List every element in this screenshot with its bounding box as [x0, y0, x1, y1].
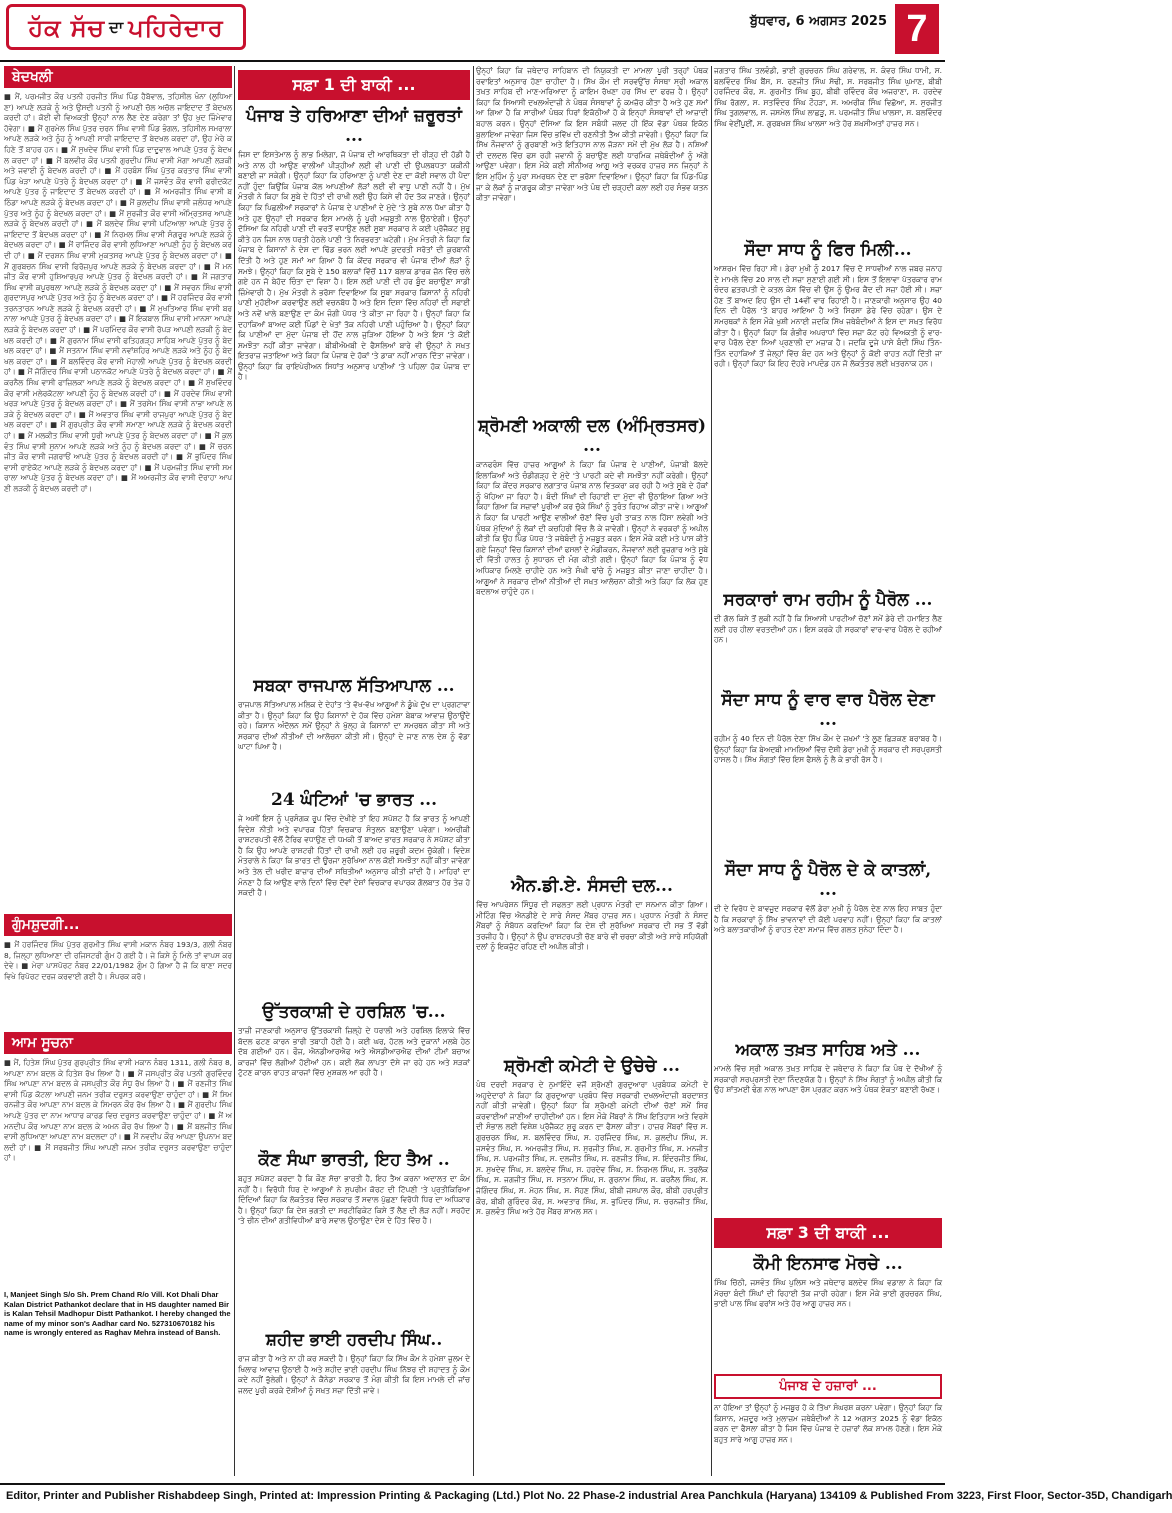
public-notice-text: ■ ਮੈਂ, ਹਿਤੇਸ਼ ਸਿੰਘ ਪੁੱਤਰ ਗੁਰਪ੍ਰੀਤ ਸਿੰਘ ਵਾਸੀ ਮਕਾਨ ਨੰਬਰ 1311, ਗਲੀ ਨੰਬਰ 8, ਆਪਣਾ ਨਾਮ ਬਦਲ ਕੇ ਹਿਤੇਸ਼ ਰੱਖ ਲਿਆ ਹੈ। ■ ਮੈਂ ਜਸਪ੍ਰੀਤ ਕੌਰ ਪਤਨੀ ਗੁਰਵਿੰਦਰ ਸਿੰਘ ਆਪਣਾ ਨਾਮ ਬਦਲ ਕੇ ਜਸਪ੍ਰੀਤ ਕੌਰ ਸੰਧੂ ਰੱਖ ਲਿਆ ਹੈ। ■ ਮੈਂ ਰਣਜੀਤ ਸਿੰਘ ਵਾਸੀ ਪਿੰਡ ਕੋਟਲਾ ਆਪਣੀ ਜਨਮ ਤਰੀਕ ਦਰੁਸਤ ਕਰਵਾਉਣਾ ਚਾਹੁੰਦਾ ਹਾਂ। ■ ਮੈਂ ਸਿਮਰਨਜੀਤ ਕੌਰ ਆਪਣਾ ਨਾਮ ਬਦਲ ਕੇ ਸਿਮਰਨ ਕੌਰ ਰੱਖ ਲਿਆ ਹੈ। ■ ਮੈਂ ਗੁਰਦੀਪ ਸਿੰਘ ਆਪਣੇ ਪੁੱਤਰ ਦਾ ਨਾਮ ਆਧਾਰ ਕਾਰਡ ਵਿਚ ਦਰੁਸਤ ਕਰਵਾਉਣਾ ਚਾਹੁੰਦਾ ਹਾਂ। ■ ਮੈਂ ਅਮਨਦੀਪ ਕੌਰ ਆਪਣਾ ਨਾਮ ਬਦਲ ਕੇ ਅਮਨ ਕੌਰ ਰੱਖ ਲਿਆ ਹੈ। ■ ਮੈਂ ਬਲਜੀਤ ਸਿੰਘ ਵਾਸੀ ਲੁਧਿਆਣਾ ਆਪਣਾ ਨਾਮ ਬਦਲਦਾ ਹਾਂ। ■ ਮੈਂ ਨਵਦੀਪ ਕੌਰ ਆਪਣਾ ਉਪਨਾਮ ਬਦਲਦੀ ਹਾਂ। ■ ਮੈਂ ਸਰਬਜੀਤ ਸਿੰਘ ਆਪਣੀ ਜਨਮ ਤਰੀਕ ਦਰੁਸਤ ਕਰਵਾਉਣਾ ਚਾਹੁੰਦਾ ਹਾਂ। — [4, 1058, 232, 1163]
article-governor: ਰਾਜਪਾਲ ਸੱਤਿਆਪਾਲ ਮਲਿਕ ਦੇ ਦੇਹਾਂਤ 'ਤੇ ਵੱਖ-ਵੱਖ ਆਗੂਆਂ ਨੇ ਡੂੰਘੇ ਦੁੱਖ ਦਾ ਪ੍ਰਗਟਾਵਾ ਕੀਤਾ ਹੈ। ਉਨ੍ਹਾਂ ਕਿਹਾ ਕਿ ਉਹ ਕਿਸਾਨਾਂ ਦੇ ਹੱਕ ਵਿੱਚ ਹਮੇਸ਼ਾ ਬੇਬਾਕ ਆਵਾਜ਼ ਉਠਾਉਂਦੇ ਰਹੇ। ਕਿਸਾਨ ਅੰਦੋਲਨ ਸਮੇਂ ਉਨ੍ਹਾਂ ਨੇ ਖੁੱਲ੍ਹ ਕੇ ਕਿਸਾਨਾਂ ਦਾ ਸਮਰਥਨ ਕੀਤਾ ਸੀ ਅਤੇ ਸਰਕਾਰ ਦੀਆਂ ਨੀਤੀਆਂ ਦੀ ਆਲੋਚਨਾ ਕੀਤੀ ਸੀ। ਉਨ੍ਹਾਂ ਦੇ ਜਾਣ ਨਾਲ ਦੇਸ਼ ਨੂੰ ਵੱਡਾ ਘਾਟਾ ਪਿਆ ਹੈ। — [238, 700, 470, 752]
box-header-punjab-hazaran: ਪੰਜਾਬ ਦੇ ਹਜ਼ਾਰਾਂ ... — [714, 1374, 942, 1399]
column-divider — [711, 66, 712, 1476]
headline-kaun-sangha: ਕੌਣ ਸੰਘਾ ਭਾਰਤੀ, ਇਹ ਤੈਅ .. — [258, 1150, 450, 1170]
article-akal-takht: ਮਾਮਲੇ ਵਿੱਚ ਸ੍ਰੀ ਅਕਾਲ ਤਖ਼ਤ ਸਾਹਿਬ ਦੇ ਜਥੇਦਾਰ ਨੇ ਕਿਹਾ ਕਿ ਪੰਥ ਦੇ ਦੋਖੀਆਂ ਨੂੰ ਸਰਕਾਰੀ ਸਰਪ੍ਰਸਤੀ ਦੇਣਾ ਨਿੰਦਣਯੋਗ ਹੈ। ਉਨ੍ਹਾਂ ਨੇ ਸਿੱਖ ਸੰਗਤਾਂ ਨੂੰ ਅਪੀਲ ਕੀਤੀ ਕਿ ਉਹ ਸ਼ਾਂਤਮਈ ਢੰਗ ਨਾਲ ਆਪਣਾ ਰੋਸ ਪ੍ਰਗਟ ਕਰਨ ਅਤੇ ਪੰਥਕ ਏਕਤਾ ਬਣਾਈ ਰੱਖਣ। — [714, 1064, 942, 1095]
continued-banner-page-3: ਸਫ਼ਾ 3 ਦੀ ਬਾਕੀ ... — [714, 1218, 942, 1248]
article-punjab-haryana: ਜਿਸ ਦਾ ਇਸਤੇਮਾਲ ਨੂੰ ਲਾਭ ਮਿਲੇਗਾ, ਜੋ ਪੰਜਾਬ ਦੀ ਆਰਥਿਕਤਾ ਦੀ ਰੀੜ੍ਹ ਦੀ ਹੱਡੀ ਹੈ ਅਤੇ ਨਾਲ ਹੀ ਆਉਣ ਵਾਲੀਆਂ ਪੀੜ੍ਹੀਆਂ ਲਈ ਵੀ ਪਾਣੀ ਦੀ ਉਪਲਬਧਤਾ ਯਕੀਨੀ ਬਣਾਈ ਜਾ ਸਕੇਗੀ। ਉਨ੍ਹਾਂ ਕਿਹਾ ਕਿ ਹਰਿਆਣਾ ਨੂੰ ਪਾਣੀ ਦੇਣ ਦਾ ਕੋਈ ਸਵਾਲ ਹੀ ਪੈਦਾ ਨਹੀਂ ਹੁੰਦਾ ਕਿਉਂਕਿ ਪੰਜਾਬ ਕੋਲ ਆਪਣੀਆਂ ਲੋੜਾਂ ਲਈ ਵੀ ਵਾਧੂ ਪਾਣੀ ਨਹੀਂ ਹੈ। ਮੁੱਖ ਮੰਤਰੀ ਨੇ ਕਿਹਾ ਕਿ ਸੂਬੇ ਦੇ ਹਿੱਤਾਂ ਦੀ ਰਾਖੀ ਲਈ ਉਹ ਕਿਸੇ ਵੀ ਹੱਦ ਤੱਕ ਜਾਣਗੇ। ਉਨ੍ਹਾਂ ਕਿਹਾ ਕਿ ਪਿਛਲੀਆਂ ਸਰਕਾਰਾਂ ਨੇ ਪੰਜਾਬ ਦੇ ਪਾਣੀਆਂ ਦੇ ਮੁੱਦੇ 'ਤੇ ਸੂਬੇ ਨਾਲ ਧੋਖਾ ਕੀਤਾ ਹੈ ਅਤੇ ਹੁਣ ਉਨ੍ਹਾਂ ਦੀ ਸਰਕਾਰ ਇਸ ਮਾਮਲੇ ਨੂੰ ਪੂਰੀ ਮਜ਼ਬੂਤੀ ਨਾਲ ਉਠਾਏਗੀ। ਉਨ੍ਹਾਂ ਦੱਸਿਆ ਕਿ ਨਹਿਰੀ ਪਾਣੀ ਦੀ ਵਰਤੋਂ ਵਧਾਉਣ ਲਈ ਸੂਬਾ ਸਰਕਾਰ ਨੇ ਕਈ ਪ੍ਰੋਜੈਕਟ ਸ਼ੁਰੂ ਕੀਤੇ ਹਨ ਜਿਸ ਨਾਲ ਧਰਤੀ ਹੇਠਲੇ ਪਾਣੀ 'ਤੇ ਨਿਰਭਰਤਾ ਘਟੇਗੀ। ਮੁੱਖ ਮੰਤਰੀ ਨੇ ਕਿਹਾ ਕਿ ਪੰਜਾਬ ਦੇ ਕਿਸਾਨਾਂ ਨੇ ਦੇਸ਼ ਦਾ ਢਿੱਡ ਭਰਨ ਲਈ ਆਪਣੇ ਕੁਦਰਤੀ ਸਰੋਤਾਂ ਦੀ ਕੁਰਬਾਨੀ ਦਿੱਤੀ ਹੈ ਅਤੇ ਹੁਣ ਸਮਾਂ ਆ ਗਿਆ ਹੈ ਕਿ ਕੇਂਦਰ ਸਰਕਾਰ ਵੀ ਪੰਜਾਬ ਦੀਆਂ ਲੋੜਾਂ ਨੂੰ ਸਮਝੇ। ਉਨ੍ਹਾਂ ਕਿਹਾ ਕਿ ਸੂਬੇ ਦੇ 150 ਬਲਾਕਾਂ ਵਿੱਚੋਂ 117 ਬਲਾਕ ਡਾਰਕ ਜ਼ੋਨ ਵਿੱਚ ਚਲੇ ਗਏ ਹਨ ਜੋ ਬੇਹੱਦ ਚਿੰਤਾ ਦਾ ਵਿਸ਼ਾ ਹੈ। ਇਸ ਲਈ ਪਾਣੀ ਦੀ ਹਰ ਬੂੰਦ ਬਚਾਉਣਾ ਸਾਡੀ ਜ਼ਿੰਮੇਵਾਰੀ ਹੈ। ਮੁੱਖ ਮੰਤਰੀ ਨੇ ਭਰੋਸਾ ਦਿਵਾਇਆ ਕਿ ਸੂਬਾ ਸਰਕਾਰ ਕਿਸਾਨਾਂ ਨੂੰ ਨਹਿਰੀ ਪਾਣੀ ਮੁਹੱਈਆ ਕਰਵਾਉਣ ਲਈ ਵਚਨਬੱਧ ਹੈ ਅਤੇ ਇਸ ਦਿਸ਼ਾ ਵਿੱਚ ਨਹਿਰਾਂ ਦੀ ਸਫਾਈ ਅਤੇ ਨਵੇਂ ਖਾਲੇ ਬਣਾਉਣ ਦਾ ਕੰਮ ਜੰਗੀ ਪੱਧਰ 'ਤੇ ਕੀਤਾ ਜਾ ਰਿਹਾ ਹੈ। ਉਨ੍ਹਾਂ ਕਿਹਾ ਕਿ ਦਹਾਕਿਆਂ ਬਾਅਦ ਕਈ ਪਿੰਡਾਂ ਦੇ ਖੇਤਾਂ ਤੱਕ ਨਹਿਰੀ ਪਾਣੀ ਪਹੁੰਚਿਆ ਹੈ। ਉਨ੍ਹਾਂ ਕਿਹਾ ਕਿ ਪਾਣੀਆਂ ਦਾ ਮੁੱਦਾ ਪੰਜਾਬ ਦੀ ਹੋਂਦ ਨਾਲ ਜੁੜਿਆ ਹੋਇਆ ਹੈ ਅਤੇ ਇਸ 'ਤੇ ਕੋਈ ਸਮਝੌਤਾ ਨਹੀਂ ਕੀਤਾ ਜਾਵੇਗਾ। ਬੀਬੀਐਮਬੀ ਦੇ ਫੈਸਲਿਆਂ ਬਾਰੇ ਵੀ ਉਨ੍ਹਾਂ ਨੇ ਸਖ਼ਤ ਇਤਰਾਜ਼ ਜਤਾਇਆ ਅਤੇ ਕਿਹਾ ਕਿ ਪੰਜਾਬ ਦੇ ਹੱਕਾਂ 'ਤੇ ਡਾਕਾ ਨਹੀਂ ਮਾਰਨ ਦਿੱਤਾ ਜਾਵੇਗਾ। ਉਨ੍ਹਾਂ ਕਿਹਾ ਕਿ ਰਾਇਪੇਰੀਅਨ ਸਿਧਾਂਤ ਅਨੁਸਾਰ ਪਾਣੀਆਂ 'ਤੇ ਪਹਿਲਾ ਹੱਕ ਪੰਜਾਬ ਦਾ ਹੈ। — [238, 150, 470, 382]
article-governments-parole: ਦੀ ਗੱਲ ਕਿਸੇ ਤੋਂ ਲੁਕੀ ਨਹੀਂ ਹੈ ਕਿ ਸਿਆਸੀ ਪਾਰਟੀਆਂ ਚੋਣਾਂ ਸਮੇਂ ਡੇਰੇ ਦੀ ਹਮਾਇਤ ਲੈਣ ਲਈ ਹਰ ਹੀਲਾ ਵਰਤਦੀਆਂ ਹਨ। ਇਸ ਕਰਕੇ ਹੀ ਸਰਕਾਰਾਂ ਵਾਰ-ਵਾਰ ਪੈਰੋਲ ਦੇ ਰਹੀਆਂ ਹਨ। — [714, 614, 942, 645]
headline-uttarkashi: ਉੱਤਰਕਾਸ਼ੀ ਦੇ ਹਰਸ਼ਿਲ 'ਚ... — [262, 1002, 446, 1022]
headline-akal-takht: ਅਕਾਲ ਤਖ਼ਤ ਸਾਹਿਬ ਅਤੇ ... — [735, 1040, 921, 1060]
english-notice: I, Manjeet Singh S/o Sh. Prem Chand R/o Vill. Kot Dhali Dhar Kalan District Pathankot declare that in HS daughter named Bir is Kalan Tehsil Madhopur Distt Pathankot. I hereby changed the name of my minor son's Aadhar card No. 527310670182 his name is wrongly entered as Raghav Mehra instead of Bansh. — [4, 1290, 231, 1337]
article-parole-killers: ਦੀ ਦੇ ਵਿਰੋਧ ਦੇ ਬਾਵਜੂਦ ਸਰਕਾਰ ਵੱਲੋਂ ਡੇਰਾ ਮੁਖੀ ਨੂੰ ਪੈਰੋਲ ਦੇਣ ਨਾਲ ਇਹ ਸਾਬਤ ਹੁੰਦਾ ਹੈ ਕਿ ਸਰਕਾਰਾਂ ਨੂੰ ਸਿੱਖ ਭਾਵਨਾਵਾਂ ਦੀ ਕੋਈ ਪਰਵਾਹ ਨਹੀਂ। ਉਨ੍ਹਾਂ ਕਿਹਾ ਕਿ ਕਾਤਲਾਂ ਅਤੇ ਬਲਾਤਕਾਰੀਆਂ ਨੂੰ ਰਾਹਤ ਦੇਣਾ ਸਮਾਜ ਵਿੱਚ ਗਲਤ ਸੁਨੇਹਾ ਦਿੰਦਾ ਹੈ। — [714, 904, 942, 935]
missing-notice-text: ■ ਮੈਂ ਹਰਜਿੰਦਰ ਸਿੰਘ ਪੁੱਤਰ ਗੁਰਮੀਤ ਸਿੰਘ ਵਾਸੀ ਮਕਾਨ ਨੰਬਰ 193/3, ਗਲੀ ਨੰਬਰ 8, ਜਿਲ੍ਹਾ ਲੁਧਿਆਣਾ ਦੀ ਰਜਿਸਟਰੀ ਗੁੰਮ ਹੋ ਗਈ ਹੈ। ਜੇ ਕਿਸੇ ਨੂੰ ਮਿਲੇ ਤਾਂ ਵਾਪਸ ਕਰ ਦੇਵੇ। ■ ਮੇਰਾ ਪਾਸਪੋਰਟ ਨੰਬਰ 22/01/1982 ਗੁੰਮ ਹੋ ਗਿਆ ਹੈ ਜੋ ਕਿ ਥਾਣਾ ਸਦਰ ਵਿਖੇ ਰਿਪੋਰਟ ਦਰਜ ਕਰਵਾਈ ਗਈ ਹੈ। ਸੰਪਰਕ ਕਰੋ। — [4, 940, 232, 981]
article-sgpc-special: ਪੰਥ ਦਰਦੀ ਸਰਕਾਰ ਦੇ ਨੁਮਾਇੰਦੇ ਵਜੋਂ ਸ਼੍ਰੋਮਣੀ ਗੁਰਦੁਆਰਾ ਪ੍ਰਬੰਧਕ ਕਮੇਟੀ ਦੇ ਅਹੁਦੇਦਾਰਾਂ ਨੇ ਕਿਹਾ ਕਿ ਗੁਰਦੁਆਰਾ ਪ੍ਰਬੰਧ ਵਿੱਚ ਸਰਕਾਰੀ ਦਖਲਅੰਦਾਜ਼ੀ ਬਰਦਾਸ਼ਤ ਨਹੀਂ ਕੀਤੀ ਜਾਵੇਗੀ। ਉਨ੍ਹਾਂ ਕਿਹਾ ਕਿ ਸ਼੍ਰੋਮਣੀ ਕਮੇਟੀ ਦੀਆਂ ਚੋਣਾਂ ਸਮੇਂ ਸਿਰ ਕਰਵਾਈਆਂ ਜਾਣੀਆਂ ਚਾਹੀਦੀਆਂ ਹਨ। ਇਸ ਮੌਕੇ ਮੈਂਬਰਾਂ ਨੇ ਸਿੱਖ ਇਤਿਹਾਸ ਅਤੇ ਵਿਰਸੇ ਦੀ ਸੰਭਾਲ ਲਈ ਵਿਸ਼ੇਸ਼ ਪ੍ਰੋਜੈਕਟ ਸ਼ੁਰੂ ਕਰਨ ਦਾ ਫੈਸਲਾ ਕੀਤਾ। ਹਾਜ਼ਰ ਮੈਂਬਰਾਂ ਵਿੱਚ ਸ. ਗੁਰਚਰਨ ਸਿੰਘ, ਸ. ਬਲਵਿੰਦਰ ਸਿੰਘ, ਸ. ਹਰਜਿੰਦਰ ਸਿੰਘ, ਸ. ਕੁਲਦੀਪ ਸਿੰਘ, ਸ. ਜਸਵੰਤ ਸਿੰਘ, ਸ. ਅਮਰਜੀਤ ਸਿੰਘ, ਸ. ਸੁਰਜੀਤ ਸਿੰਘ, ਸ. ਗੁਰਮੀਤ ਸਿੰਘ, ਸ. ਮਨਜੀਤ ਸਿੰਘ, ਸ. ਪਰਮਜੀਤ ਸਿੰਘ, ਸ. ਦਲਜੀਤ ਸਿੰਘ, ਸ. ਰਣਜੀਤ ਸਿੰਘ, ਸ. ਇੰਦਰਜੀਤ ਸਿੰਘ, ਸ. ਸੁਖਦੇਵ ਸਿੰਘ, ਸ. ਬਲਦੇਵ ਸਿੰਘ, ਸ. ਹਰਦੇਵ ਸਿੰਘ, ਸ. ਨਿਰਮਲ ਸਿੰਘ, ਸ. ਤਰਲੋਕ ਸਿੰਘ, ਸ. ਜਗਜੀਤ ਸਿੰਘ, ਸ. ਸਤਨਾਮ ਸਿੰਘ, ਸ. ਗੁਰਨਾਮ ਸਿੰਘ, ਸ. ਕਰਨੈਲ ਸਿੰਘ, ਸ. ਜੋਗਿੰਦਰ ਸਿੰਘ, ਸ. ਮੋਹਨ ਸਿੰਘ, ਸ. ਸੋਹਣ ਸਿੰਘ, ਬੀਬੀ ਜਸਪਾਲ ਕੌਰ, ਬੀਬੀ ਹਰਪ੍ਰੀਤ ਕੌਰ, ਬੀਬੀ ਗੁਰਿੰਦਰ ਕੌਰ, ਸ. ਅਵਤਾਰ ਸਿੰਘ, ਸ. ਭੁਪਿੰਦਰ ਸਿੰਘ, ਸ. ਚਰਨਜੀਤ ਸਿੰਘ, ਸ. ਕੁਲਵੰਤ ਸਿੰਘ ਅਤੇ ਹੋਰ ਮੈਂਬਰ ਸ਼ਾਮਲ ਸਨ। — [476, 1080, 708, 1217]
headline-nda-parliamentary: ਐਨ.ਡੀ.ਏ. ਸੰਸਦੀ ਦਲ... — [511, 876, 673, 896]
article-shaheed-hardeep-singh: ਰਾਜ ਕੀਤਾ ਹੈ ਅਤੇ ਨਾ ਹੀ ਕਰ ਸਕਦੀ ਹੈ। ਉਨ੍ਹਾਂ ਕਿਹਾ ਕਿ ਸਿੱਖ ਕੌਮ ਨੇ ਹਮੇਸ਼ਾ ਜ਼ੁਲਮ ਦੇ ਖਿਲਾਫ ਆਵਾਜ਼ ਉਠਾਈ ਹੈ ਅਤੇ ਸ਼ਹੀਦ ਭਾਈ ਹਰਦੀਪ ਸਿੰਘ ਨਿੱਝਰ ਦੀ ਸ਼ਹਾਦਤ ਨੂੰ ਕੌਮ ਕਦੇ ਨਹੀਂ ਭੁੱਲੇਗੀ। ਉਨ੍ਹਾਂ ਨੇ ਕੈਨੇਡਾ ਸਰਕਾਰ ਤੋਂ ਮੰਗ ਕੀਤੀ ਕਿ ਇਸ ਮਾਮਲੇ ਦੀ ਜਾਂਚ ਜਲਦ ਪੂਰੀ ਕਰਕੇ ਦੋਸ਼ੀਆਂ ਨੂੰ ਸਖ਼ਤ ਸਜ਼ਾ ਦਿੱਤੀ ਜਾਵੇ। — [238, 1354, 470, 1395]
issue-date: ਬੁੱਧਵਾਰ, 6 ਅਗਸਤ 2025 — [749, 14, 887, 29]
brand-left: ਹੱਕ ਸੱਚ — [28, 12, 105, 42]
headline-24-hours-india: 24 ਘੰਟਿਆਂ 'ਚ ਭਾਰਤ ... — [270, 790, 438, 810]
classifieds-column — [4, 66, 232, 1338]
column-divider — [473, 66, 474, 1476]
brand-mid: ਦਾ — [108, 18, 125, 36]
headline-shaheed-hardeep-singh: ਸ਼ਹੀਦ ਭਾਈ ਹਰਦੀਪ ਸਿੰਘ.. — [265, 1330, 443, 1350]
headline-punjab-haryana: ਪੰਜਾਬ ਤੇ ਹਰਿਆਣਾ ਦੀਆਂ ਜ਼ਰੂਰਤਾਂ ... — [246, 106, 462, 146]
headline-parole-repeatedly: ਸੌਦਾ ਸਾਧ ਨੂੰ ਵਾਰ ਵਾਰ ਪੈਰੋਲ ਦੇਣਾ ... — [721, 690, 935, 730]
article-continued-top: ਉਨ੍ਹਾਂ ਕਿਹਾ ਕਿ ਜਥੇਦਾਰ ਸਾਹਿਬਾਨ ਦੀ ਨਿਯੁਕਤੀ ਦਾ ਮਾਮਲਾ ਪੂਰੀ ਤਰ੍ਹਾਂ ਪੰਥਕ ਰਵਾਇਤਾਂ ਅਨੁਸਾਰ ਹੋਣਾ ਚਾਹੀਦਾ ਹੈ। ਸਿੱਖ ਕੌਮ ਦੀ ਸਰਵਉੱਚ ਸੰਸਥਾ ਸ੍ਰੀ ਅਕਾਲ ਤਖ਼ਤ ਸਾਹਿਬ ਦੀ ਮਾਣ-ਮਰਿਆਦਾ ਨੂੰ ਕਾਇਮ ਰੱਖਣਾ ਹਰ ਸਿੱਖ ਦਾ ਫਰਜ਼ ਹੈ। ਉਨ੍ਹਾਂ ਕਿਹਾ ਕਿ ਸਿਆਸੀ ਦਖਲਅੰਦਾਜ਼ੀ ਨੇ ਪੰਥਕ ਸੰਸਥਾਵਾਂ ਨੂੰ ਕਮਜ਼ੋਰ ਕੀਤਾ ਹੈ ਅਤੇ ਹੁਣ ਸਮਾਂ ਆ ਗਿਆ ਹੈ ਕਿ ਸਾਰੀਆਂ ਪੰਥਕ ਧਿਰਾਂ ਇਕੱਠੀਆਂ ਹੋ ਕੇ ਇਨ੍ਹਾਂ ਸੰਸਥਾਵਾਂ ਦੀ ਆਜ਼ਾਦੀ ਬਹਾਲ ਕਰਨ। ਉਨ੍ਹਾਂ ਦੱਸਿਆ ਕਿ ਇਸ ਸਬੰਧੀ ਜਲਦ ਹੀ ਇੱਕ ਵੱਡਾ ਪੰਥਕ ਇਕੱਠ ਬੁਲਾਇਆ ਜਾਵੇਗਾ ਜਿਸ ਵਿੱਚ ਭਵਿੱਖ ਦੀ ਰਣਨੀਤੀ ਤੈਅ ਕੀਤੀ ਜਾਵੇਗੀ। ਉਨ੍ਹਾਂ ਕਿਹਾ ਕਿ ਸਿੱਖ ਨੌਜਵਾਨਾਂ ਨੂੰ ਗੁਰਬਾਣੀ ਅਤੇ ਇਤਿਹਾਸ ਨਾਲ ਜੋੜਨਾ ਸਮੇਂ ਦੀ ਮੁੱਖ ਲੋੜ ਹੈ। ਨਸ਼ਿਆਂ ਦੀ ਦਲਦਲ ਵਿੱਚ ਫਸ ਰਹੀ ਜਵਾਨੀ ਨੂੰ ਬਚਾਉਣ ਲਈ ਧਾਰਮਿਕ ਜਥੇਬੰਦੀਆਂ ਨੂੰ ਅੱਗੇ ਆਉਣਾ ਪਵੇਗਾ। ਇਸ ਮੌਕੇ ਕਈ ਸੀਨੀਅਰ ਆਗੂ ਅਤੇ ਵਰਕਰ ਹਾਜ਼ਰ ਸਨ ਜਿਨ੍ਹਾਂ ਨੇ ਇਸ ਮੁਹਿੰਮ ਨੂੰ ਪੂਰਾ ਸਮਰਥਨ ਦੇਣ ਦਾ ਭਰੋਸਾ ਦਿਵਾਇਆ। ਉਨ੍ਹਾਂ ਕਿਹਾ ਕਿ ਪਿੰਡ-ਪਿੰਡ ਜਾ ਕੇ ਲੋਕਾਂ ਨੂੰ ਜਾਗਰੂਕ ਕੀਤਾ ਜਾਵੇਗਾ ਅਤੇ ਪੰਥ ਦੀ ਚੜ੍ਹਦੀ ਕਲਾ ਲਈ ਹਰ ਸੰਭਵ ਯਤਨ ਕੀਤਾ ਜਾਵੇਗਾ। — [476, 66, 708, 203]
notice-text-block: ■ ਮੈਂ, ਪਰਮਜੀਤ ਕੌਰ ਪਤਨੀ ਹਰਜੀਤ ਸਿੰਘ ਪਿੰਡ ਹੈਬੋਵਾਲ, ਤਹਿਸੀਲ ਖੰਨਾ (ਲੁਧਿਆਣਾ) ਆਪਣੇ ਲੜਕੇ ਨੂੰ ਅਤੇ ਉਸਦੀ ਪਤਨੀ ਨੂੰ ਆਪਣੀ ਚੱਲ ਅਚੱਲ ਜਾਇਦਾਦ ਤੋਂ ਬੇਦਖਲ ਕਰਦੀ ਹਾਂ। ਕੋਈ ਵੀ ਵਿਅਕਤੀ ਉਨ੍ਹਾਂ ਨਾਲ ਲੈਣ ਦੇਣ ਕਰੇਗਾ ਤਾਂ ਉਹ ਖੁਦ ਜ਼ਿੰਮੇਵਾਰ ਹੋਵੇਗਾ। ■ ਮੈਂ ਗੁਰਮੇਲ ਸਿੰਘ ਪੁੱਤਰ ਚਰਨ ਸਿੰਘ ਵਾਸੀ ਪਿੰਡ ਭੰਗਲ, ਤਹਿਸੀਲ ਸਮਰਾਲਾ ਆਪਣੇ ਲੜਕੇ ਅਤੇ ਨੂੰਹ ਨੂੰ ਆਪਣੀ ਸਾਰੀ ਜਾਇਦਾਦ ਤੋਂ ਬੇਦਖਲ ਕਰਦਾ ਹਾਂ, ਉਹ ਮੇਰੇ ਕਹਿਣੇ ਤੋਂ ਬਾਹਰ ਹਨ। ■ ਮੈਂ ਸੁਖਦੇਵ ਸਿੰਘ ਵਾਸੀ ਪਿੰਡ ਦਾਦੂਵਾਲ ਆਪਣੇ ਪੁੱਤਰ ਨੂੰ ਬੇਦਖਲ ਕਰਦਾ ਹਾਂ। ■ ਮੈਂ ਬਲਵੀਰ ਕੌਰ ਪਤਨੀ ਗੁਰਦੀਪ ਸਿੰਘ ਵਾਸੀ ਮੋਗਾ ਆਪਣੀ ਲੜਕੀ ਅਤੇ ਜਵਾਈ ਨੂੰ ਬੇਦਖਲ ਕਰਦੀ ਹਾਂ। ■ ਮੈਂ ਹਰਬੰਸ ਸਿੰਘ ਪੁੱਤਰ ਕਰਤਾਰ ਸਿੰਘ ਵਾਸੀ ਪਿੰਡ ਖੇੜਾ ਆਪਣੇ ਪੋਤਰੇ ਨੂੰ ਬੇਦਖਲ ਕਰਦਾ ਹਾਂ। ■ ਮੈਂ ਜਸਵੰਤ ਕੌਰ ਵਾਸੀ ਫਰੀਦਕੋਟ ਆਪਣੇ ਪੁੱਤਰ ਨੂੰ ਜਾਇਦਾਦ ਤੋਂ ਬੇਦਖਲ ਕਰਦੀ ਹਾਂ। ■ ਮੈਂ ਅਮਰਜੀਤ ਸਿੰਘ ਵਾਸੀ ਬਠਿੰਡਾ ਆਪਣੇ ਲੜਕੇ ਨੂੰ ਬੇਦਖਲ ਕਰਦਾ ਹਾਂ। ■ ਮੈਂ ਕੁਲਦੀਪ ਸਿੰਘ ਵਾਸੀ ਜਲੰਧਰ ਆਪਣੇ ਪੁੱਤਰ ਅਤੇ ਨੂੰਹ ਨੂੰ ਬੇਦਖਲ ਕਰਦਾ ਹਾਂ। ■ ਮੈਂ ਸੁਰਜੀਤ ਕੌਰ ਵਾਸੀ ਅੰਮ੍ਰਿਤਸਰ ਆਪਣੇ ਲੜਕੇ ਨੂੰ ਬੇਦਖਲ ਕਰਦੀ ਹਾਂ। ■ ਮੈਂ ਬਲਦੇਵ ਸਿੰਘ ਵਾਸੀ ਪਟਿਆਲਾ ਆਪਣੇ ਪੁੱਤਰ ਨੂੰ ਜਾਇਦਾਦ ਤੋਂ ਬੇਦਖਲ ਕਰਦਾ ਹਾਂ। ■ ਮੈਂ ਨਿਰਮਲ ਸਿੰਘ ਵਾਸੀ ਸੰਗਰੂਰ ਆਪਣੇ ਲੜਕੇ ਨੂੰ ਬੇਦਖਲ ਕਰਦਾ ਹਾਂ। ■ ਮੈਂ ਰਾਜਿੰਦਰ ਕੌਰ ਵਾਸੀ ਲੁਧਿਆਣਾ ਆਪਣੀ ਨੂੰਹ ਨੂੰ ਬੇਦਖਲ ਕਰਦੀ ਹਾਂ। ■ ਮੈਂ ਦਰਸ਼ਨ ਸਿੰਘ ਵਾਸੀ ਮੁਕਤਸਰ ਆਪਣੇ ਪੁੱਤਰ ਨੂੰ ਬੇਦਖਲ ਕਰਦਾ ਹਾਂ। ■ ਮੈਂ ਗੁਰਬਚਨ ਸਿੰਘ ਵਾਸੀ ਫਿਰੋਜ਼ਪੁਰ ਆਪਣੇ ਲੜਕੇ ਨੂੰ ਬੇਦਖਲ ਕਰਦਾ ਹਾਂ। ■ ਮੈਂ ਮਨਜੀਤ ਕੌਰ ਵਾਸੀ ਹੁਸ਼ਿਆਰਪੁਰ ਆਪਣੇ ਪੁੱਤਰ ਨੂੰ ਬੇਦਖਲ ਕਰਦੀ ਹਾਂ। ■ ਮੈਂ ਜਗਤਾਰ ਸਿੰਘ ਵਾਸੀ ਕਪੂਰਥਲਾ ਆਪਣੇ ਲੜਕੇ ਨੂੰ ਬੇਦਖਲ ਕਰਦਾ ਹਾਂ। ■ ਮੈਂ ਸਵਰਨ ਸਿੰਘ ਵਾਸੀ ਗੁਰਦਾਸਪੁਰ ਆਪਣੇ ਪੁੱਤਰ ਅਤੇ ਨੂੰਹ ਨੂੰ ਬੇਦਖਲ ਕਰਦਾ ਹਾਂ। ■ ਮੈਂ ਹਰਜਿੰਦਰ ਕੌਰ ਵਾਸੀ ਤਰਨਤਾਰਨ ਆਪਣੇ ਲੜਕੇ ਨੂੰ ਬੇਦਖਲ ਕਰਦੀ ਹਾਂ। ■ ਮੈਂ ਮੁਖਤਿਆਰ ਸਿੰਘ ਵਾਸੀ ਬਰਨਾਲਾ ਆਪਣੇ ਪੁੱਤਰ ਨੂੰ ਬੇਦਖਲ ਕਰਦਾ ਹਾਂ। ■ ਮੈਂ ਇਕਬਾਲ ਸਿੰਘ ਵਾਸੀ ਮਾਨਸਾ ਆਪਣੇ ਲੜਕੇ ਨੂੰ ਬੇਦਖਲ ਕਰਦਾ ਹਾਂ। ■ ਮੈਂ ਪਰਮਿੰਦਰ ਕੌਰ ਵਾਸੀ ਰੋਪੜ ਆਪਣੀ ਲੜਕੀ ਨੂੰ ਬੇਦਖਲ ਕਰਦੀ ਹਾਂ। ■ ਮੈਂ ਗੁਰਨਾਮ ਸਿੰਘ ਵਾਸੀ ਫਤਿਹਗੜ੍ਹ ਸਾਹਿਬ ਆਪਣੇ ਪੁੱਤਰ ਨੂੰ ਬੇਦਖਲ ਕਰਦਾ ਹਾਂ। ■ ਮੈਂ ਸਤਨਾਮ ਸਿੰਘ ਵਾਸੀ ਨਵਾਂਸ਼ਹਿਰ ਆਪਣੇ ਲੜਕੇ ਅਤੇ ਨੂੰਹ ਨੂੰ ਬੇਦਖਲ ਕਰਦਾ ਹਾਂ। ■ ਮੈਂ ਬਲਵਿੰਦਰ ਕੌਰ ਵਾਸੀ ਮੋਹਾਲੀ ਆਪਣੇ ਪੁੱਤਰ ਨੂੰ ਬੇਦਖਲ ਕਰਦੀ ਹਾਂ। ■ ਮੈਂ ਜੋਗਿੰਦਰ ਸਿੰਘ ਵਾਸੀ ਪਠਾਨਕੋਟ ਆਪਣੇ ਪੋਤਰੇ ਨੂੰ ਬੇਦਖਲ ਕਰਦਾ ਹਾਂ। ■ ਮੈਂ ਕਰਨੈਲ ਸਿੰਘ ਵਾਸੀ ਫਾਜ਼ਿਲਕਾ ਆਪਣੇ ਲੜਕੇ ਨੂੰ ਬੇਦਖਲ ਕਰਦਾ ਹਾਂ। ■ ਮੈਂ ਸੁਖਵਿੰਦਰ ਕੌਰ ਵਾਸੀ ਮਲੇਰਕੋਟਲਾ ਆਪਣੀ ਨੂੰਹ ਨੂੰ ਬੇਦਖਲ ਕਰਦੀ ਹਾਂ। ■ ਮੈਂ ਹਰਦੇਵ ਸਿੰਘ ਵਾਸੀ ਖਰੜ ਆਪਣੇ ਪੁੱਤਰ ਨੂੰ ਬੇਦਖਲ ਕਰਦਾ ਹਾਂ। ■ ਮੈਂ ਤਰਸੇਮ ਸਿੰਘ ਵਾਸੀ ਨਾਭਾ ਆਪਣੇ ਲੜਕੇ ਨੂੰ ਬੇਦਖਲ ਕਰਦਾ ਹਾਂ। ■ ਮੈਂ ਅਵਤਾਰ ਸਿੰਘ ਵਾਸੀ ਰਾਜਪੁਰਾ ਆਪਣੇ ਪੁੱਤਰ ਨੂੰ ਬੇਦਖਲ ਕਰਦਾ ਹਾਂ। ■ ਮੈਂ ਗੁਰਪ੍ਰੀਤ ਕੌਰ ਵਾਸੀ ਸਮਾਣਾ ਆਪਣੇ ਲੜਕੇ ਨੂੰ ਬੇਦਖਲ ਕਰਦੀ ਹਾਂ। ■ ਮੈਂ ਮਲਕੀਤ ਸਿੰਘ ਵਾਸੀ ਧੂਰੀ ਆਪਣੇ ਪੁੱਤਰ ਨੂੰ ਬੇਦਖਲ ਕਰਦਾ ਹਾਂ। ■ ਮੈਂ ਕੁਲਵੰਤ ਸਿੰਘ ਵਾਸੀ ਸੁਨਾਮ ਆਪਣੇ ਲੜਕੇ ਅਤੇ ਨੂੰਹ ਨੂੰ ਬੇਦਖਲ ਕਰਦਾ ਹਾਂ। ■ ਮੈਂ ਚਰਨਜੀਤ ਕੌਰ ਵਾਸੀ ਜਗਰਾਓਂ ਆਪਣੇ ਪੁੱਤਰ ਨੂੰ ਬੇਦਖਲ ਕਰਦੀ ਹਾਂ। ■ ਮੈਂ ਭੁਪਿੰਦਰ ਸਿੰਘ ਵਾਸੀ ਰਾਏਕੋਟ ਆਪਣੇ ਲੜਕੇ ਨੂੰ ਬੇਦਖਲ ਕਰਦਾ ਹਾਂ। ■ ਮੈਂ ਪਰਮਜੀਤ ਸਿੰਘ ਵਾਸੀ ਸਮਰਾਲਾ ਆਪਣੇ ਪੁੱਤਰ ਨੂੰ ਬੇਦਖਲ ਕਰਦਾ ਹਾਂ। ■ ਮੈਂ ਅਮਰਜੀਤ ਕੌਰ ਵਾਸੀ ਦੋਰਾਹਾ ਆਪਣੀ ਲੜਕੀ ਨੂੰ ਬੇਦਖਲ ਕਰਦੀ ਹਾਂ। — [4, 92, 232, 493]
article-24-hours-india: ਜੇ ਅਸੀਂ ਇਸ ਨੂੰ ਪ੍ਰਸੰਗਕ ਰੂਪ ਵਿੱਚ ਦੇਖੀਏ ਤਾਂ ਇਹ ਸਪੱਸ਼ਟ ਹੈ ਕਿ ਭਾਰਤ ਨੂੰ ਆਪਣੀ ਵਿਦੇਸ਼ ਨੀਤੀ ਅਤੇ ਵਪਾਰਕ ਹਿੱਤਾਂ ਵਿਚਕਾਰ ਸੰਤੁਲਨ ਬਣਾਉਣਾ ਪਵੇਗਾ। ਅਮਰੀਕੀ ਰਾਸ਼ਟਰਪਤੀ ਵੱਲੋਂ ਟੈਰਿਫ ਵਧਾਉਣ ਦੀ ਧਮਕੀ ਤੋਂ ਬਾਅਦ ਭਾਰਤ ਸਰਕਾਰ ਨੇ ਸਪੱਸ਼ਟ ਕੀਤਾ ਹੈ ਕਿ ਉਹ ਆਪਣੇ ਰਾਸ਼ਟਰੀ ਹਿੱਤਾਂ ਦੀ ਰਾਖੀ ਲਈ ਹਰ ਜ਼ਰੂਰੀ ਕਦਮ ਚੁੱਕੇਗੀ। ਵਿਦੇਸ਼ ਮੰਤਰਾਲੇ ਨੇ ਕਿਹਾ ਕਿ ਭਾਰਤ ਦੀ ਊਰਜਾ ਸੁਰੱਖਿਆ ਨਾਲ ਕੋਈ ਸਮਝੌਤਾ ਨਹੀਂ ਕੀਤਾ ਜਾਵੇਗਾ ਅਤੇ ਤੇਲ ਦੀ ਖਰੀਦ ਬਾਜ਼ਾਰ ਦੀਆਂ ਸਥਿਤੀਆਂ ਅਨੁਸਾਰ ਕੀਤੀ ਜਾਂਦੀ ਹੈ। ਮਾਹਿਰਾਂ ਦਾ ਮੰਨਣਾ ਹੈ ਕਿ ਆਉਣ ਵਾਲੇ ਦਿਨਾਂ ਵਿੱਚ ਦੋਵਾਂ ਦੇਸ਼ਾਂ ਵਿਚਕਾਰ ਵਪਾਰਕ ਗੱਲਬਾਤ ਹੋਰ ਤੇਜ਼ ਹੋ ਸਕਦੀ ਹੈ। — [238, 814, 470, 898]
headline-sgpc-special: ਸ਼੍ਰੋਮਣੀ ਕਮੇਟੀ ਦੇ ਉਚੇਚੇ ... — [504, 1056, 680, 1076]
news-column-2 — [238, 66, 470, 1446]
news-column-4 — [714, 66, 942, 1513]
headline-governor: ਸਬਕਾ ਰਾਜਪਾਲ ਸੱਤਿਆਪਾਲ ... — [253, 676, 455, 696]
article-nda-parliamentary: ਵਿੱਚ ਆਪਰੇਸ਼ਨ ਸਿੰਧੂਰ ਦੀ ਸਫਲਤਾ ਲਈ ਪ੍ਰਧਾਨ ਮੰਤਰੀ ਦਾ ਸਨਮਾਨ ਕੀਤਾ ਗਿਆ। ਮੀਟਿੰਗ ਵਿੱਚ ਐਨਡੀਏ ਦੇ ਸਾਰੇ ਸੰਸਦ ਮੈਂਬਰ ਹਾਜ਼ਰ ਸਨ। ਪ੍ਰਧਾਨ ਮੰਤਰੀ ਨੇ ਸੰਸਦ ਮੈਂਬਰਾਂ ਨੂੰ ਸੰਬੋਧਨ ਕਰਦਿਆਂ ਕਿਹਾ ਕਿ ਦੇਸ਼ ਦੀ ਸੁਰੱਖਿਆ ਸਰਕਾਰ ਦੀ ਸਭ ਤੋਂ ਵੱਡੀ ਤਰਜੀਹ ਹੈ। ਉਨ੍ਹਾਂ ਨੇ ਉਪ ਰਾਸ਼ਟਰਪਤੀ ਚੋਣ ਬਾਰੇ ਵੀ ਚਰਚਾ ਕੀਤੀ ਅਤੇ ਸਾਰੇ ਸਹਿਯੋਗੀ ਦਲਾਂ ਨੂੰ ਇਕਜੁੱਟ ਰਹਿਣ ਦੀ ਅਪੀਲ ਕੀਤੀ। — [476, 900, 708, 952]
article-uttarkashi: ਤਾਜ਼ੀ ਜਾਣਕਾਰੀ ਅਨੁਸਾਰ ਉੱਤਰਕਾਸ਼ੀ ਜ਼ਿਲ੍ਹੇ ਦੇ ਧਰਾਲੀ ਅਤੇ ਹਰਸ਼ਿਲ ਇਲਾਕੇ ਵਿੱਚ ਬੱਦਲ ਫਟਣ ਕਾਰਨ ਭਾਰੀ ਤਬਾਹੀ ਹੋਈ ਹੈ। ਕਈ ਘਰ, ਹੋਟਲ ਅਤੇ ਦੁਕਾਨਾਂ ਮਲਬੇ ਹੇਠ ਦੱਬ ਗਈਆਂ ਹਨ। ਫੌਜ, ਐਨਡੀਆਰਐਫ ਅਤੇ ਐਸਡੀਆਰਐਫ ਦੀਆਂ ਟੀਮਾਂ ਬਚਾਅ ਕਾਰਜਾਂ ਵਿੱਚ ਲੱਗੀਆਂ ਹੋਈਆਂ ਹਨ। ਕਈ ਲੋਕ ਲਾਪਤਾ ਦੱਸੇ ਜਾ ਰਹੇ ਹਨ ਅਤੇ ਸੜਕਾਂ ਟੁੱਟਣ ਕਾਰਨ ਰਾਹਤ ਕਾਰਜਾਂ ਵਿੱਚ ਮੁਸ਼ਕਲ ਆ ਰਹੀ ਹੈ। — [238, 1026, 470, 1078]
section-header-gumshudgi: ਗੁੰਮਸ਼ੁਦਗੀ... — [4, 914, 232, 936]
headline-akali-dal-amritsar: ਸ਼੍ਰੋਮਣੀ ਅਕਾਲੀ ਦਲ (ਅੰਮ੍ਰਿਤਸਰ) ... — [477, 416, 707, 456]
article-punjab-hazaran: ਨਾ ਹੋਇਆ ਤਾਂ ਉਨ੍ਹਾਂ ਨੂੰ ਮਜਬੂਰ ਹੋ ਕੇ ਤਿੱਖਾ ਸੰਘਰਸ਼ ਕਰਨਾ ਪਵੇਗਾ। ਉਨ੍ਹਾਂ ਕਿਹਾ ਕਿ ਕਿਸਾਨ, ਮਜ਼ਦੂਰ ਅਤੇ ਮੁਲਾਜ਼ਮ ਜਥੇਬੰਦੀਆਂ ਨੇ 12 ਅਗਸਤ 2025 ਨੂੰ ਵੱਡਾ ਇਕੱਠ ਕਰਨ ਦਾ ਫੈਸਲਾ ਕੀਤਾ ਹੈ ਜਿਸ ਵਿੱਚ ਪੰਜਾਬ ਦੇ ਹਜ਼ਾਰਾਂ ਲੋਕ ਸ਼ਾਮਲ ਹੋਣਗੇ। ਇਸ ਮੌਕੇ ਬਹੁਤ ਸਾਰੇ ਆਗੂ ਹਾਜ਼ਰ ਸਨ। — [714, 1403, 942, 1444]
brand-right: ਪਹਿਰੇਦਾਰ — [128, 12, 224, 42]
news-column-3 — [476, 66, 708, 1490]
imprint-line: Editor, Printer and Publisher Rishabdeep Singh, Printed at: Impression Printing & Packaging (Ltd.) Plot No. 22 Phase-2 industrial Area Panchkula (Haryana) 134109 & Published From 3223, First Floor, Sector-35D, Chandigarh — [0, 1483, 945, 1507]
continued-banner-page-1: ਸਫ਼ਾ 1 ਦੀ ਬਾਕੀ ... — [238, 70, 470, 100]
section-header-aam-soochna: ਆਮ ਸੂਚਨਾ — [4, 1032, 232, 1054]
headline-governments-parole: ਸਰਕਾਰਾਂ ਰਾਮ ਰਹੀਮ ਨੂੰ ਪੈਰੋਲ ... — [723, 590, 933, 610]
headline-qaumi-insaaf-morcha: ਕੌਮੀ ਇਨਸਾਫ ਮੋਰਚੇ ... — [753, 1254, 903, 1274]
masthead — [0, 0, 945, 62]
article-parole-repeatedly: ਰਹੀਮ ਨੂੰ 40 ਦਿਨ ਦੀ ਪੈਰੋਲ ਦੇਣਾ ਸਿੱਖ ਕੌਮ ਦੇ ਜ਼ਖ਼ਮਾਂ 'ਤੇ ਲੂਣ ਛਿੜਕਣ ਬਰਾਬਰ ਹੈ। ਉਨ੍ਹਾਂ ਕਿਹਾ ਕਿ ਬੇਅਦਬੀ ਮਾਮਲਿਆਂ ਵਿੱਚ ਦੋਸ਼ੀ ਡੇਰਾ ਮੁਖੀ ਨੂੰ ਸਰਕਾਰ ਦੀ ਸਰਪ੍ਰਸਤੀ ਹਾਸਲ ਹੈ। ਸਿੱਖ ਸੰਗਤਾਂ ਵਿੱਚ ਇਸ ਫੈਸਲੇ ਨੂੰ ਲੈ ਕੇ ਭਾਰੀ ਰੋਸ ਹੈ। — [714, 734, 942, 765]
article-akali-dal-amritsar: ਕਾਨਫਰੰਸ ਵਿੱਚ ਹਾਜ਼ਰ ਆਗੂਆਂ ਨੇ ਕਿਹਾ ਕਿ ਪੰਜਾਬ ਦੇ ਪਾਣੀਆਂ, ਪੰਜਾਬੀ ਬੋਲਦੇ ਇਲਾਕਿਆਂ ਅਤੇ ਚੰਡੀਗੜ੍ਹ ਦੇ ਮੁੱਦੇ 'ਤੇ ਪਾਰਟੀ ਕਦੇ ਵੀ ਸਮਝੌਤਾ ਨਹੀਂ ਕਰੇਗੀ। ਉਨ੍ਹਾਂ ਕਿਹਾ ਕਿ ਕੇਂਦਰ ਸਰਕਾਰ ਲਗਾਤਾਰ ਪੰਜਾਬ ਨਾਲ ਵਿਤਕਰਾ ਕਰ ਰਹੀ ਹੈ ਅਤੇ ਸੂਬੇ ਦੇ ਹੱਕਾਂ ਨੂੰ ਖੋਹਿਆ ਜਾ ਰਿਹਾ ਹੈ। ਬੰਦੀ ਸਿੰਘਾਂ ਦੀ ਰਿਹਾਈ ਦਾ ਮੁੱਦਾ ਵੀ ਉਠਾਇਆ ਗਿਆ ਅਤੇ ਕਿਹਾ ਗਿਆ ਕਿ ਸਜ਼ਾਵਾਂ ਪੂਰੀਆਂ ਕਰ ਚੁੱਕੇ ਸਿੰਘਾਂ ਨੂੰ ਤੁਰੰਤ ਰਿਹਾਅ ਕੀਤਾ ਜਾਵੇ। ਆਗੂਆਂ ਨੇ ਕਿਹਾ ਕਿ ਪਾਰਟੀ ਆਉਣ ਵਾਲੀਆਂ ਚੋਣਾਂ ਵਿੱਚ ਪੂਰੀ ਤਾਕਤ ਨਾਲ ਹਿੱਸਾ ਲਵੇਗੀ ਅਤੇ ਪੰਥਕ ਮੁੱਦਿਆਂ ਨੂੰ ਲੋਕਾਂ ਦੀ ਕਚਹਿਰੀ ਵਿੱਚ ਲੈ ਕੇ ਜਾਵੇਗੀ। ਉਨ੍ਹਾਂ ਨੇ ਵਰਕਰਾਂ ਨੂੰ ਅਪੀਲ ਕੀਤੀ ਕਿ ਉਹ ਪਿੰਡ ਪੱਧਰ 'ਤੇ ਜਥੇਬੰਦੀ ਨੂੰ ਮਜ਼ਬੂਤ ਕਰਨ। ਇਸ ਮੌਕੇ ਕਈ ਮਤੇ ਪਾਸ ਕੀਤੇ ਗਏ ਜਿਨ੍ਹਾਂ ਵਿੱਚ ਕਿਸਾਨਾਂ ਦੀਆਂ ਫਸਲਾਂ ਦੇ ਮੰਡੀਕਰਨ, ਨੌਜਵਾਨਾਂ ਲਈ ਰੁਜ਼ਗਾਰ ਅਤੇ ਸੂਬੇ ਦੀ ਵਿੱਤੀ ਹਾਲਤ ਨੂੰ ਸੁਧਾਰਨ ਦੀ ਮੰਗ ਕੀਤੀ ਗਈ। ਉਨ੍ਹਾਂ ਕਿਹਾ ਕਿ ਪੰਜਾਬ ਨੂੰ ਵੱਧ ਅਧਿਕਾਰ ਮਿਲਣੇ ਚਾਹੀਦੇ ਹਨ ਅਤੇ ਸੰਘੀ ਢਾਂਚੇ ਨੂੰ ਮਜ਼ਬੂਤ ਕੀਤਾ ਜਾਣਾ ਚਾਹੀਦਾ ਹੈ। ਆਗੂਆਂ ਨੇ ਸਰਕਾਰ ਦੀਆਂ ਨੀਤੀਆਂ ਦੀ ਸਖ਼ਤ ਆਲੋਚਨਾ ਕੀਤੀ ਅਤੇ ਕਿਹਾ ਕਿ ਲੋਕ ਹੁਣ ਬਦਲਾਅ ਚਾਹੁੰਦੇ ਹਨ। — [476, 460, 708, 597]
article-qaumi-insaaf-morcha: ਸਿੰਘ ਚਿੱਠੀ, ਜਸਵੰਤ ਸਿੰਘ ਪੁਲਿਸ ਅਤੇ ਜਥੇਦਾਰ ਬਲਦੇਵ ਸਿੰਘ ਵਡਾਲਾ ਨੇ ਕਿਹਾ ਕਿ ਮੋਰਚਾ ਬੰਦੀ ਸਿੰਘਾਂ ਦੀ ਰਿਹਾਈ ਤੱਕ ਜਾਰੀ ਰਹੇਗਾ। ਇਸ ਮੌਕੇ ਭਾਈ ਗੁਰਚਰਨ ਸਿੰਘ, ਭਾਈ ਪਾਲ ਸਿੰਘ ਫਰਾਂਸ ਅਤੇ ਹੋਰ ਆਗੂ ਹਾਜ਼ਰ ਸਨ। — [714, 1278, 942, 1309]
article-kaun-sangha: ਬਹੁਤ ਸਪੱਸ਼ਟ ਕਰਦਾ ਹੈ ਕਿ ਕੌਣ ਸੱਚਾ ਭਾਰਤੀ ਹੈ, ਇਹ ਤੈਅ ਕਰਨਾ ਅਦਾਲਤ ਦਾ ਕੰਮ ਨਹੀਂ ਹੈ। ਵਿਰੋਧੀ ਧਿਰ ਦੇ ਆਗੂਆਂ ਨੇ ਸੁਪਰੀਮ ਕੋਰਟ ਦੀ ਟਿੱਪਣੀ 'ਤੇ ਪ੍ਰਤੀਕਿਰਿਆ ਦਿੰਦਿਆਂ ਕਿਹਾ ਕਿ ਲੋਕਤੰਤਰ ਵਿੱਚ ਸਰਕਾਰ ਤੋਂ ਸਵਾਲ ਪੁੱਛਣਾ ਵਿਰੋਧੀ ਧਿਰ ਦਾ ਅਧਿਕਾਰ ਹੈ। ਉਨ੍ਹਾਂ ਕਿਹਾ ਕਿ ਦੇਸ਼ ਭਗਤੀ ਦਾ ਸਰਟੀਫਿਕੇਟ ਕਿਸੇ ਤੋਂ ਲੈਣ ਦੀ ਲੋੜ ਨਹੀਂ। ਸਰਹੱਦ 'ਤੇ ਚੀਨ ਦੀਆਂ ਗਤੀਵਿਧੀਆਂ ਬਾਰੇ ਸਵਾਲ ਉਠਾਉਣਾ ਦੇਸ਼ ਦੇ ਹਿੱਤ ਵਿੱਚ ਹੈ। — [238, 1174, 470, 1226]
column-divider — [234, 66, 235, 1476]
article-continued-top-right: ਜਗਤਾਰ ਸਿੰਘ ਤਲਵੰਡੀ, ਭਾਈ ਗੁਰਚਰਨ ਸਿੰਘ ਗਰੇਵਾਲ, ਸ. ਕੰਵਰ ਸਿੰਘ ਧਾਮੀ, ਸ. ਬਲਵਿੰਦਰ ਸਿੰਘ ਬੈਂਸ, ਸ. ਰਣਜੀਤ ਸਿੰਘ ਸੋਢੀ, ਸ. ਸਰਬਜੀਤ ਸਿੰਘ ਘੁਮਾਣ, ਬੀਬੀ ਹਰਜਿੰਦਰ ਕੌਰ, ਸ. ਗੁਰਮੀਤ ਸਿੰਘ ਬੂਹ, ਬੀਬੀ ਰਵਿੰਦਰ ਕੌਰ ਅਜਰਾਣਾ, ਸ. ਹਰਦੇਵ ਸਿੰਘ ਰੋਗਲਾ, ਸ. ਸਤਵਿੰਦਰ ਸਿੰਘ ਟੌਹੜਾ, ਸ. ਅਮਰੀਕ ਸਿੰਘ ਵਿਛੋਆ, ਸ. ਸੁਰਜੀਤ ਸਿੰਘ ਤੁਗਲਵਾਲ, ਸ. ਜਸਮੇਲ ਸਿੰਘ ਲਾਛੜੂ, ਸ. ਪਰਮਜੀਤ ਸਿੰਘ ਖਾਲਸਾ, ਸ. ਬਲਵਿੰਦਰ ਸਿੰਘ ਵੇਈਂਪੂਈਂ, ਸ. ਗੁਰਬਖਸ਼ ਸਿੰਘ ਖਾਲਸਾ ਅਤੇ ਹੋਰ ਸ਼ਖ਼ਸੀਅਤਾਂ ਹਾਜ਼ਰ ਸਨ। — [714, 66, 942, 128]
page-number: 7 — [895, 4, 939, 54]
section-header-bedakhli: ਬੇਦਖਲੀ — [4, 66, 232, 88]
article-sauda-sadh-again: ਆਸ਼ਰਮ ਵਿੱਚ ਰਿਹਾ ਸੀ। ਡੇਰਾ ਮੁਖੀ ਨੂੰ 2017 ਵਿੱਚ ਦੋ ਸਾਧਵੀਆਂ ਨਾਲ ਜਬਰ ਜਨਾਹ ਦੇ ਮਾਮਲੇ ਵਿੱਚ 20 ਸਾਲ ਦੀ ਸਜ਼ਾ ਸੁਣਾਈ ਗਈ ਸੀ। ਇਸ ਤੋਂ ਇਲਾਵਾ ਪੱਤਰਕਾਰ ਰਾਮ ਚੰਦਰ ਛਤਰਪਤੀ ਦੇ ਕਤਲ ਕੇਸ ਵਿੱਚ ਵੀ ਉਸ ਨੂੰ ਉਮਰ ਕੈਦ ਦੀ ਸਜ਼ਾ ਹੋਈ ਸੀ। ਸਜ਼ਾ ਹੋਣ ਤੋਂ ਬਾਅਦ ਇਹ ਉਸ ਦੀ 14ਵੀਂ ਵਾਰ ਰਿਹਾਈ ਹੈ। ਜਾਣਕਾਰੀ ਅਨੁਸਾਰ ਉਹ 40 ਦਿਨ ਦੀ ਪੈਰੋਲ 'ਤੇ ਬਾਹਰ ਆਇਆ ਹੈ ਅਤੇ ਸਿਰਸਾ ਡੇਰੇ ਵਿੱਚ ਰਹੇਗਾ। ਉਸ ਦੇ ਸਮਰਥਕਾਂ ਨੇ ਇਸ ਮੌਕੇ ਖੁਸ਼ੀ ਮਨਾਈ ਜਦਕਿ ਸਿੱਖ ਜਥੇਬੰਦੀਆਂ ਨੇ ਇਸ ਦਾ ਸਖ਼ਤ ਵਿਰੋਧ ਕੀਤਾ ਹੈ। ਉਨ੍ਹਾਂ ਕਿਹਾ ਕਿ ਗੰਭੀਰ ਅਪਰਾਧਾਂ ਵਿੱਚ ਸਜ਼ਾ ਕੱਟ ਰਹੇ ਵਿਅਕਤੀ ਨੂੰ ਵਾਰ-ਵਾਰ ਪੈਰੋਲ ਦੇਣਾ ਨਿਆਂ ਪ੍ਰਣਾਲੀ ਦਾ ਮਜ਼ਾਕ ਹੈ। ਜਦਕਿ ਦੂਜੇ ਪਾਸੇ ਬੰਦੀ ਸਿੰਘ ਤਿੰਨ-ਤਿੰਨ ਦਹਾਕਿਆਂ ਤੋਂ ਜੇਲ੍ਹਾਂ ਵਿੱਚ ਬੰਦ ਹਨ ਅਤੇ ਉਨ੍ਹਾਂ ਨੂੰ ਕੋਈ ਰਾਹਤ ਨਹੀਂ ਦਿੱਤੀ ਜਾ ਰਹੀ। ਉਨ੍ਹਾਂ ਕਿਹਾ ਕਿ ਇਹ ਦੋਹਰੇ ਮਾਪਦੰਡ ਹਨ ਜੋ ਲੋਕਤੰਤਰ ਲਈ ਖ਼ਤਰਨਾਕ ਹਨ। — [714, 264, 942, 369]
newspaper-logo — [6, 4, 246, 50]
headline-parole-killers: ਸੌਦਾ ਸਾਧ ਨੂੰ ਪੈਰੋਲ ਦੇ ਕੇ ਕਾਤਲਾਂ, ... — [724, 860, 932, 900]
headline-sauda-sadh-again: ਸੌਦਾ ਸਾਧ ਨੂੰ ਫਿਰ ਮਿਲੀ... — [744, 240, 912, 260]
